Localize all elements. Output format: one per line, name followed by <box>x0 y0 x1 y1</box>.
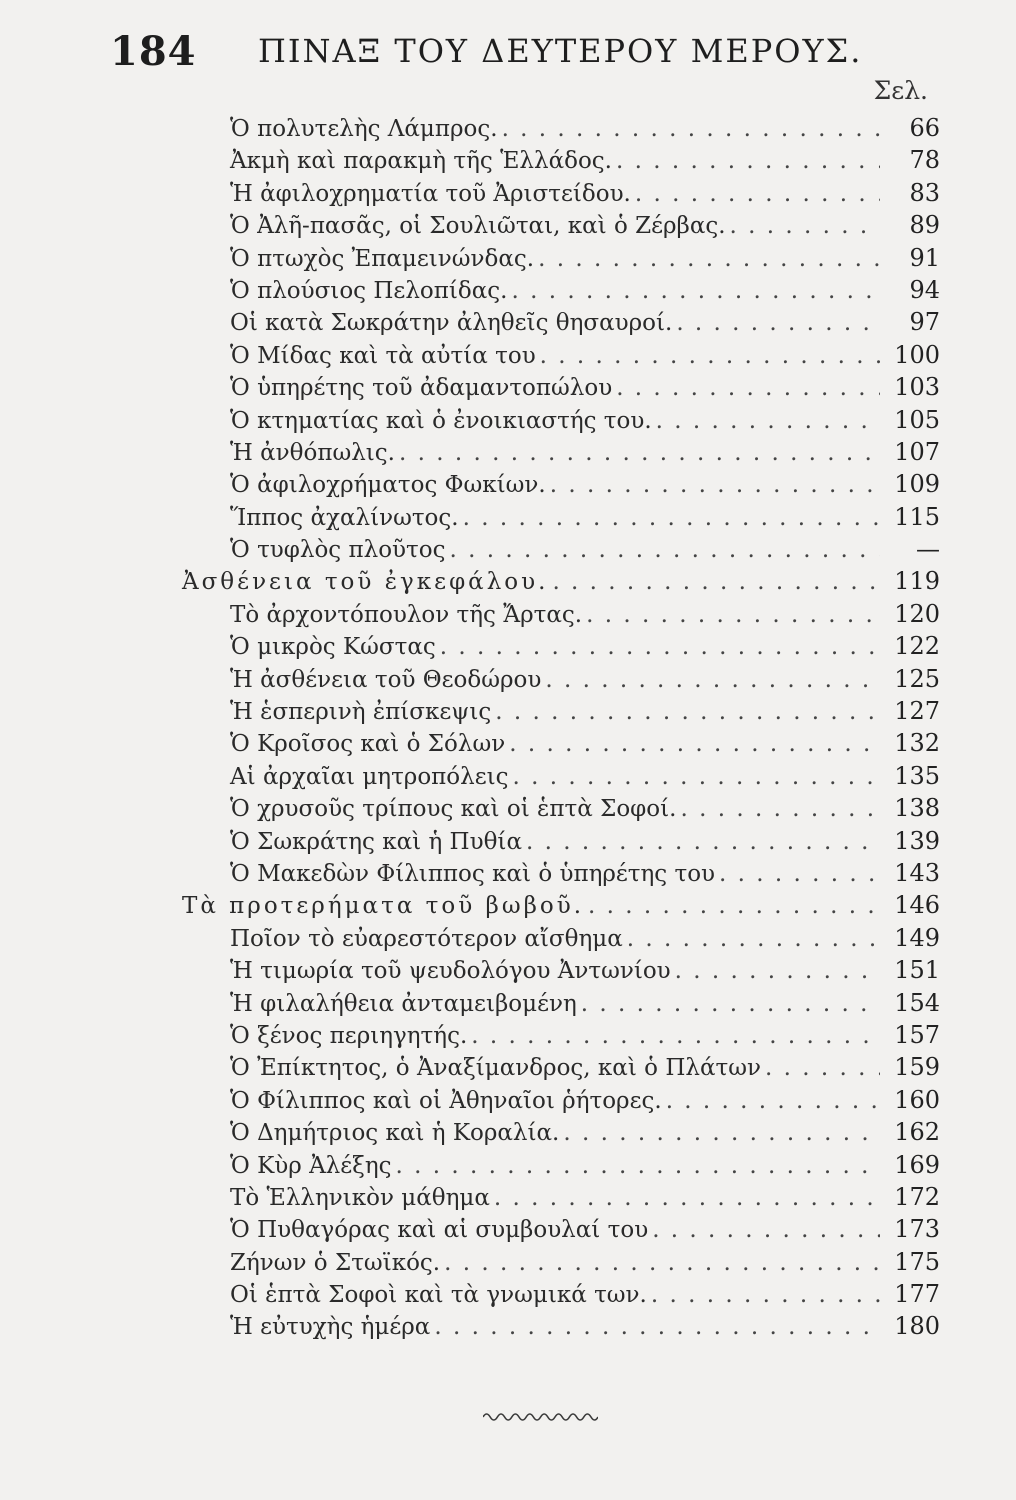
toc-entry-page: 154 <box>894 988 940 1017</box>
dot-leader <box>536 340 880 371</box>
toc-entry-title: Ἵππος ἀχαλίνωτος. <box>230 504 459 531</box>
toc-entry <box>160 1051 940 1083</box>
toc-entry-page: 135 <box>894 761 940 790</box>
toc-entry-page: 169 <box>894 1150 940 1179</box>
toc-entry <box>160 404 940 436</box>
toc-entry-title: Ὁ πολυτελὴς Λάμπρος. <box>230 116 498 142</box>
toc-entry <box>160 306 940 338</box>
toc-entry-page: 138 <box>894 794 940 823</box>
toc-entry-page: — <box>916 535 940 564</box>
toc-entry <box>160 339 940 371</box>
toc-entry-title: Ὁ Σωκράτης καὶ ἡ Πυθία <box>230 828 522 855</box>
toc-entry <box>160 436 940 468</box>
toc-entry-page: 78 <box>909 146 940 175</box>
toc-entry-page: 107 <box>894 437 940 466</box>
dot-leader <box>584 890 880 921</box>
toc-entry-page: 97 <box>909 308 940 337</box>
toc-entry <box>160 274 940 306</box>
dot-leader <box>459 502 880 533</box>
toc-entry-title: Ἀκμὴ καὶ παρακμὴ τῆς Ἑλλάδος. <box>230 148 612 175</box>
toc-entry <box>160 533 940 565</box>
toc-entry <box>160 242 940 274</box>
toc-entry <box>160 663 940 695</box>
toc-entry-title: Ὁ κτηματίας καὶ ὁ ἐνοικιαστής του. <box>230 407 652 434</box>
toc-entry-page: 125 <box>894 664 940 693</box>
toc-entry-title: Ἡ φιλαλήθεια ἀνταμειβομένη <box>230 990 577 1017</box>
toc-entry-title: Ὁ Φίλιππος καὶ οἱ Ἀθηναῖοι ῥήτορες. <box>230 1087 662 1114</box>
toc-entry-title: Ἡ ἀσθένεια τοῦ Θεοδώρου <box>230 666 542 693</box>
toc-entry-title: Ὁ πτωχὸς Ἐπαμεινώνδας. <box>230 245 535 272</box>
dot-leader <box>491 696 880 727</box>
toc-entry-title: Τὸ ἀρχοντόπουλον τῆς Ἄρτας. <box>230 601 583 628</box>
toc-entry-title: Ὁ ξένος περιηγητής. <box>230 1022 468 1049</box>
running-title: ΠΙΝΑΞ ΤΟΥ ΔΕΥΤΕΡΟΥ ΜΕΡΟΥΣ. <box>258 32 863 70</box>
toc-entry <box>160 954 940 986</box>
toc-entry-page: 122 <box>894 632 940 661</box>
dot-leader <box>647 1279 880 1310</box>
dot-leader <box>623 923 880 954</box>
toc-entry-page: 173 <box>894 1215 940 1244</box>
dot-leader <box>631 178 880 209</box>
toc-entry-page: 162 <box>894 1118 940 1147</box>
toc-entry-page: 83 <box>909 178 940 207</box>
dot-leader <box>445 534 880 565</box>
dot-leader <box>505 728 880 759</box>
dot-leader <box>509 761 880 792</box>
toc-entry-page: 119 <box>894 567 940 596</box>
toc-entry-page: 115 <box>894 502 940 531</box>
toc-entry-title: Ἡ ἀφιλοχρηματία τοῦ Ἀριστείδου. <box>230 180 631 207</box>
dot-leader <box>612 145 880 176</box>
toc-entry-title: Τὰ προτερήματα τοῦ βωβοῦ. <box>182 893 585 920</box>
toc-entry-title: Ζήνων ὁ Στωϊκός. <box>230 1249 441 1276</box>
toc-entry <box>160 468 940 500</box>
toc-entry <box>160 112 940 144</box>
toc-entry-page: 149 <box>894 923 940 952</box>
dot-leader <box>541 664 880 695</box>
toc-entry-title: Ὁ τυφλὸς πλοῦτος <box>230 537 446 564</box>
dot-leader <box>490 1182 880 1213</box>
toc-entry-page: 127 <box>894 697 940 726</box>
toc-entry <box>160 857 940 889</box>
dot-leader <box>761 1052 880 1083</box>
dot-leader <box>395 437 880 468</box>
toc-entry-title: Ὁ ἀφιλοχρήματος Φωκίων. <box>230 472 546 499</box>
toc-entry-page: 172 <box>894 1182 940 1211</box>
toc-entry <box>160 1278 940 1310</box>
toc-entry-title: Ἡ ἀνθόπωλις. <box>230 439 395 466</box>
toc-entry-title: Ἡ ἑσπερινὴ ἐπίσκεψις <box>230 699 492 726</box>
toc-entry-title: Ὁ ὑπηρέτης τοῦ ἀδαμαντοπώλου <box>230 375 613 402</box>
toc-entry <box>160 209 940 241</box>
toc-entry-page: 143 <box>894 858 940 887</box>
toc-entry <box>160 825 940 857</box>
toc-entry <box>160 1246 940 1278</box>
page-number: 184 <box>110 28 197 75</box>
toc-entry-page: 109 <box>894 470 940 499</box>
toc-entry-page: 159 <box>894 1053 940 1082</box>
toc-entry-page: 146 <box>894 891 940 920</box>
toc-entry-page: 103 <box>894 373 940 402</box>
toc-entry <box>160 987 940 1019</box>
ornament-divider-icon <box>483 1410 598 1424</box>
table-of-contents <box>160 112 940 1343</box>
toc-entry-page: 157 <box>894 1020 940 1049</box>
toc-entry-title: Ἡ εὐτυχὴς ἡμέρα <box>230 1314 431 1341</box>
toc-entry-title: Ὁ Πυθαγόρας καὶ αἱ συμβουλαί του <box>230 1217 649 1244</box>
toc-entry-page: 120 <box>894 599 940 628</box>
toc-entry-page: 100 <box>894 340 940 369</box>
toc-entry-title: Ὁ χρυσοῦς τρίπους καὶ οἱ ἑπτὰ Σοφοί. <box>230 796 677 823</box>
dot-leader <box>559 1117 880 1148</box>
dot-leader <box>534 243 880 274</box>
toc-entry-page: 151 <box>894 956 940 985</box>
toc-entry-page: 132 <box>894 729 940 758</box>
toc-entry-page: 160 <box>894 1085 940 1114</box>
toc-section-entry <box>160 889 940 921</box>
toc-entry <box>160 1310 940 1342</box>
dot-leader <box>440 1247 880 1278</box>
toc-entry-title: Οἱ κατὰ Σωκράτην ἀληθεῖς θησαυροί. <box>230 310 673 337</box>
dot-leader <box>652 405 880 436</box>
toc-entry <box>160 177 940 209</box>
toc-entry-title: Οἱ ἑπτὰ Σοφοὶ καὶ τὰ γνωμικά των. <box>230 1282 647 1309</box>
toc-entry <box>160 1149 940 1181</box>
dot-leader <box>498 113 880 144</box>
toc-section-entry <box>160 565 940 597</box>
page-column-label: Σελ. <box>873 76 928 105</box>
toc-entry <box>160 760 940 792</box>
toc-entry-page: 105 <box>894 405 940 434</box>
dot-leader <box>546 469 880 500</box>
toc-entry-page: 94 <box>909 275 940 304</box>
dot-leader <box>522 826 880 857</box>
page-header <box>110 22 870 78</box>
dot-leader <box>648 1214 880 1245</box>
toc-entry-title: Ἡ τιμωρία τοῦ ψευδολόγου Ἀντωνίου <box>230 958 671 985</box>
dot-leader <box>676 793 880 824</box>
dot-leader <box>662 1085 880 1116</box>
toc-entry <box>160 1116 940 1148</box>
dot-leader <box>582 599 880 630</box>
toc-entry-title: Ὁ Ἐπίκτητος, ὁ Ἀναξίμανδρος, καὶ ὁ Πλάτων <box>230 1055 761 1082</box>
toc-entry-title: Τὸ Ἑλληνικὸν μάθημα <box>230 1184 490 1211</box>
toc-entry-page: 66 <box>909 114 940 142</box>
dot-leader <box>672 307 880 338</box>
dot-leader <box>671 955 880 986</box>
toc-entry <box>160 922 940 954</box>
toc-entry <box>160 727 940 759</box>
toc-entry-page: 175 <box>894 1247 940 1276</box>
toc-entry-title: Ὁ Μίδας καὶ τὰ αὐτία του <box>230 342 536 369</box>
toc-entry-page: 89 <box>909 211 940 240</box>
toc-entry-title: Ὁ μικρὸς Κώστας <box>230 634 436 661</box>
dot-leader <box>392 1150 880 1181</box>
toc-entry <box>160 1084 940 1116</box>
toc-entry-title: Ὁ Κὺρ Ἀλέξης <box>230 1152 392 1179</box>
toc-entry-title: Ὁ Κροῖσος καὶ ὁ Σόλων <box>230 731 506 758</box>
toc-entry <box>160 1213 940 1245</box>
toc-entry <box>160 1019 940 1051</box>
dot-leader <box>726 210 880 241</box>
toc-entry-title: Ποῖον τὸ εὐαρεστότερον αἴσθημα <box>230 925 623 952</box>
dot-leader <box>467 1020 880 1051</box>
dot-leader <box>507 275 880 306</box>
toc-entry-title: Ὁ Μακεδὼν Φίλιππος καὶ ὁ ὑπηρέτης του <box>230 860 716 887</box>
toc-entry <box>160 598 940 630</box>
toc-entry <box>160 501 940 533</box>
toc-entry <box>160 1181 940 1213</box>
dot-leader <box>548 566 880 597</box>
toc-entry <box>160 630 940 662</box>
toc-entry-title: Ὁ Ἀλῆ-πασᾶς, οἱ Σουλιῶται, καὶ ὁ Ζέρβας. <box>230 213 726 240</box>
toc-entry-page: 139 <box>894 826 940 855</box>
dot-leader <box>436 631 880 662</box>
toc-entry-title: Αἱ ἀρχαῖαι μητροπόλεις <box>230 763 509 790</box>
toc-entry <box>160 695 940 727</box>
toc-entry <box>160 371 940 403</box>
toc-entry-page: 180 <box>894 1312 940 1341</box>
dot-leader <box>577 988 880 1019</box>
dot-leader <box>612 372 880 403</box>
toc-entry <box>160 792 940 824</box>
toc-entry-title: Ὁ πλούσιος Πελοπίδας. <box>230 277 508 304</box>
dot-leader <box>430 1311 880 1342</box>
toc-entry-page: 177 <box>894 1280 940 1309</box>
toc-entry-page: 91 <box>909 243 940 272</box>
toc-entry-title: Ἀσθένεια τοῦ ἐγκεφάλου. <box>182 569 549 596</box>
dot-leader <box>715 858 880 889</box>
toc-entry-title: Ὁ Δημήτριος καὶ ἡ Κοραλία. <box>230 1120 560 1147</box>
toc-entry <box>160 144 940 176</box>
